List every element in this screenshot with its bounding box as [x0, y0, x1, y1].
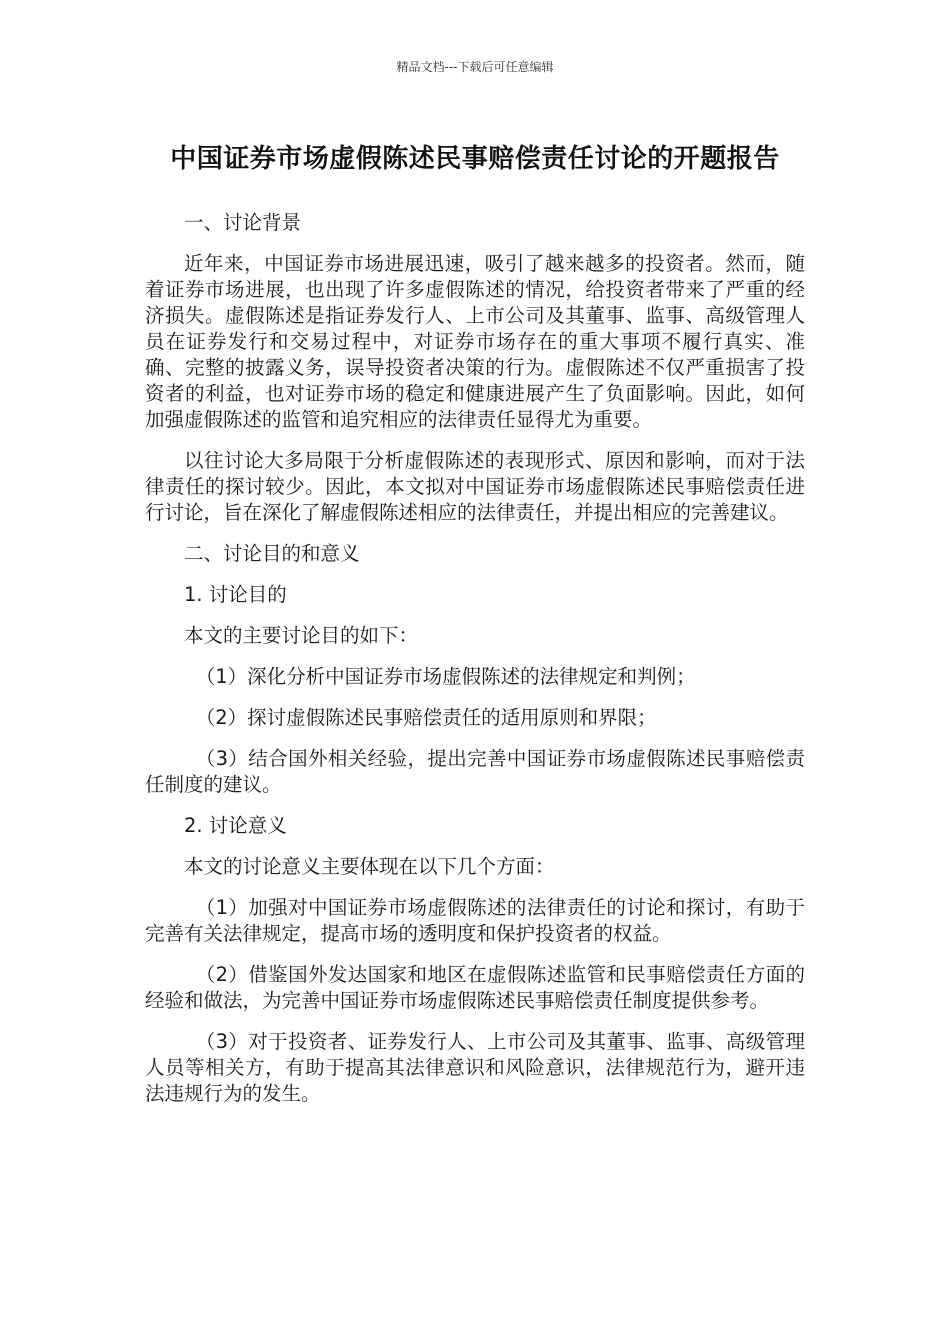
paragraph-background-1: 近年来，中国证券市场进展迅速，吸引了越来越多的投资者。然而，随着证券市场进展，也出现了许多虚假陈述的情况，给投资者带来了严重的经济损失。虚假陈述是指证券发行人、上市公司及其董事、监事、高级管理人员在证券发行和交易过程中，对证券市场存在的重大事项不履行真实、准确、完整的披露义务，误导投资者决策的行为。虚假陈述不仅严重损害了投资者的利益，也对证券市场的稳定和健康进展产生了负面影响。因此，如何加强虚假陈述的监管和追究相应的法律责任显得尤为重要。: [145, 252, 805, 431]
document-title: 中国证券市场虚假陈述民事赔偿责任讨论的开题报告: [170, 144, 780, 174]
section-heading-background: 一、讨论背景: [184, 211, 302, 234]
page-header-note: 精品文档---下载后可任意编辑: [396, 60, 554, 74]
list-item-significance-3: （3）对于投资者、证券发行人、上市公司及其董事、监事、高级管理人员等相关方，有助于提高其法律意识和风险意识，法律规范行为，避开违法违规行为的发生。: [145, 1030, 805, 1105]
document-body: [145, 210, 805, 1122]
section-heading-purpose: 二、讨论目的和意义: [184, 542, 360, 565]
list-item-purpose-3: （3）结合国外相关经验，提出完善中国证券市场虚假陈述民事赔偿责任制度的建议。: [145, 747, 805, 796]
list-item-purpose-1: （1）深化分析中国证券市场虚假陈述的法律规定和判例；: [195, 665, 696, 688]
paragraph-background-2: 以往讨论大多局限于分析虚假陈述的表现形式、原因和影响，而对于法律责任的探讨较少。因此，本文拟对中国证券市场虚假陈述民事赔偿责任进行讨论，旨在深化了解虚假陈述相应的法律责任，并提出相应的完善建议。: [145, 449, 805, 524]
subheading-purpose: 1. 讨论目的: [184, 583, 287, 606]
list-item-purpose-2: （2）探讨虚假陈述民事赔偿责任的适用原则和界限；: [195, 706, 657, 729]
paragraph-significance-intro: 本文的讨论意义主要体现在以下几个方面：: [184, 855, 555, 878]
subheading-significance: 2. 讨论意义: [184, 814, 287, 837]
list-item-significance-1: （1）加强对中国证券市场虚假陈述的法律责任的讨论和探讨，有助于完善有关法律规定，提高市场的透明度和保护投资者的权益。: [145, 896, 805, 945]
list-item-significance-2: （2）借鉴国外发达国家和地区在虚假陈述监管和民事赔偿责任方面的经验和做法，为完善中国证券市场虚假陈述民事赔偿责任制度提供参考。: [145, 963, 805, 1012]
paragraph-purpose-intro: 本文的主要讨论目的如下：: [184, 624, 419, 647]
